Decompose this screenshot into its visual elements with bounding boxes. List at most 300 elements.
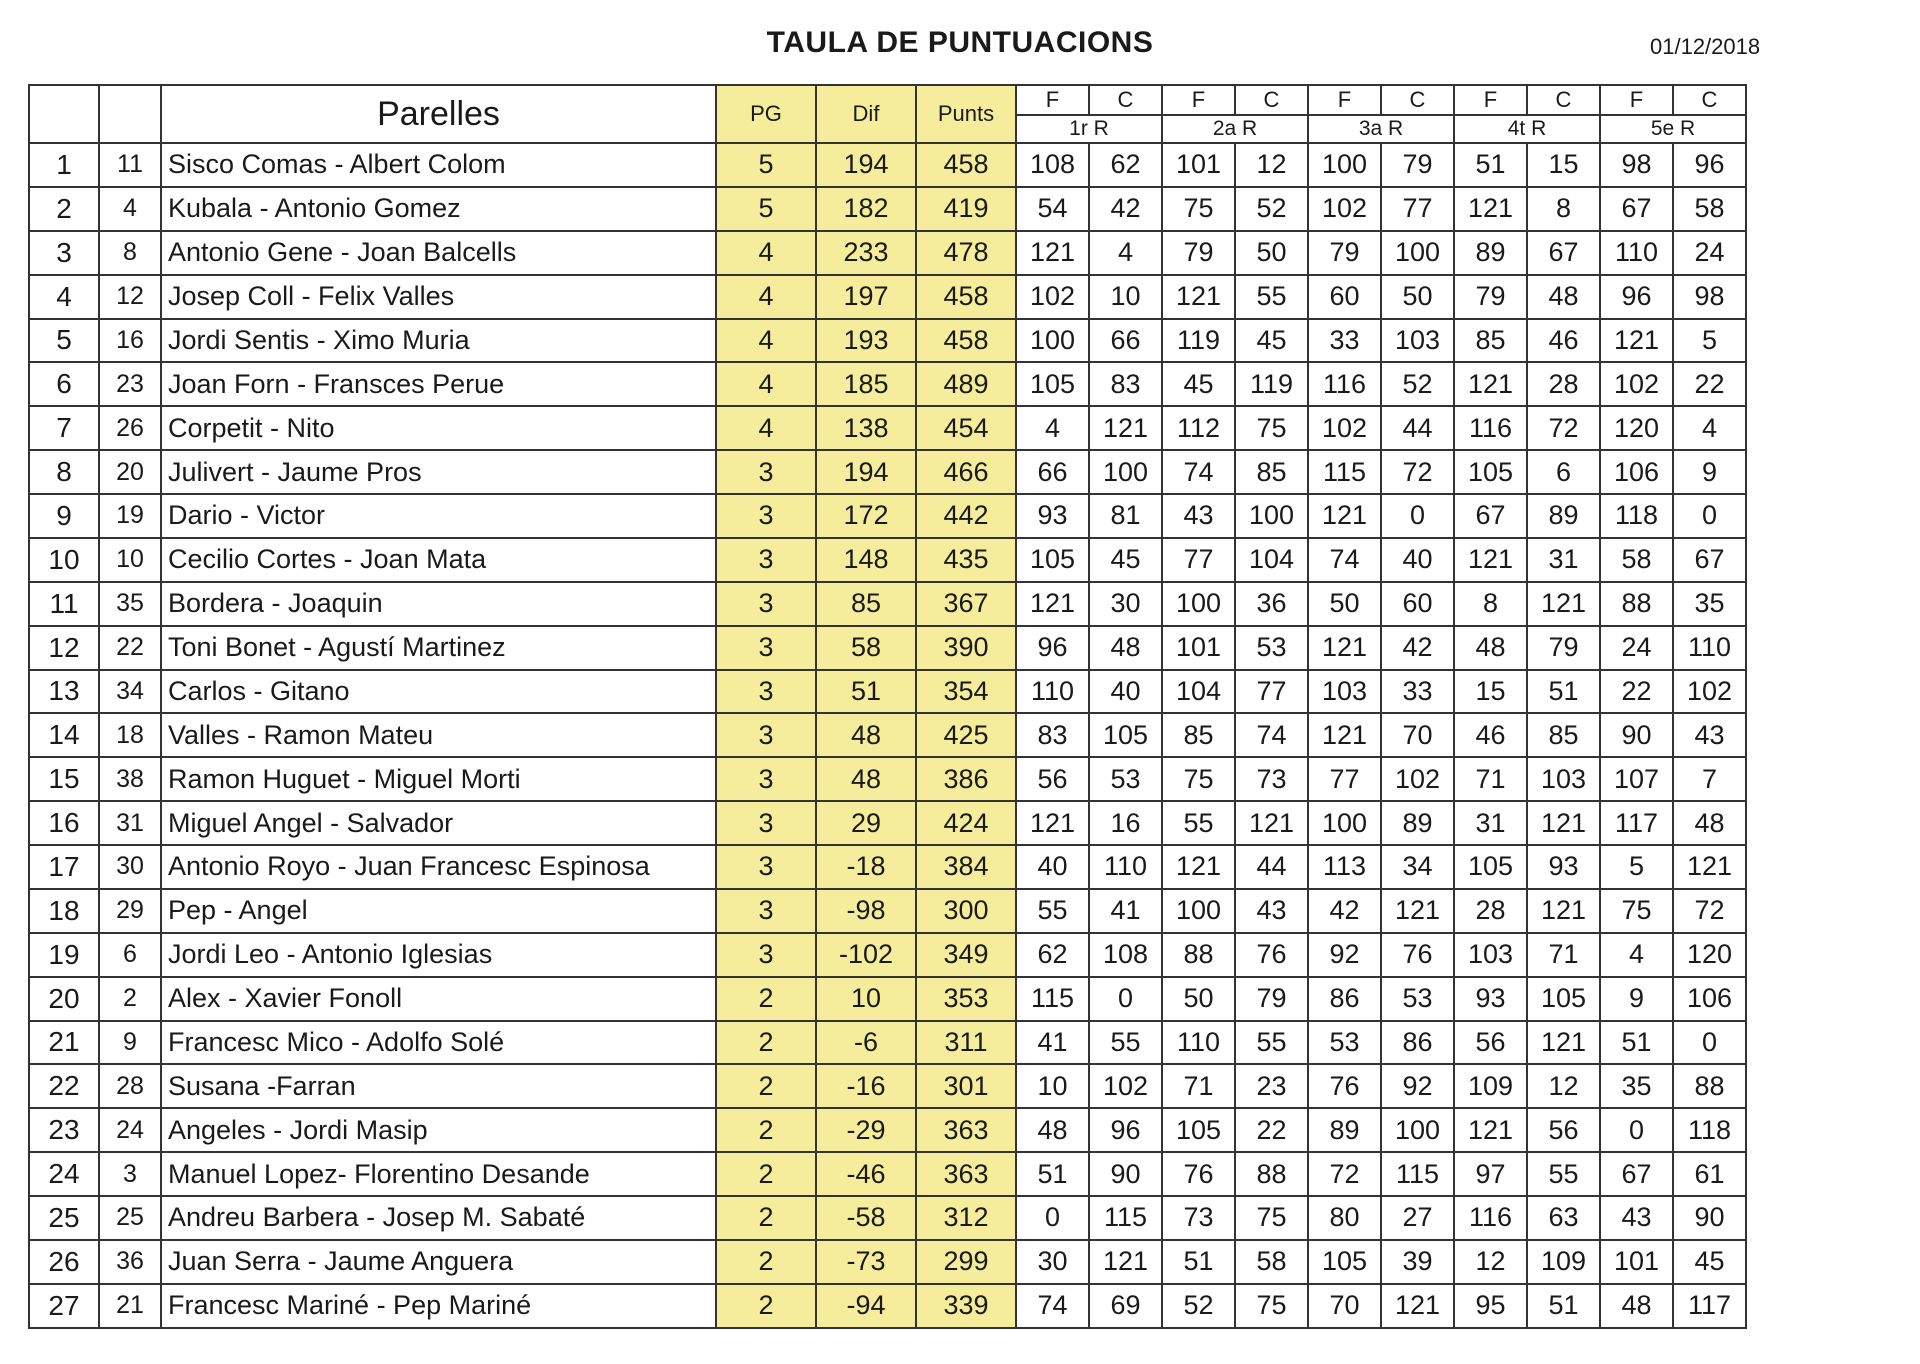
- row-pair-number: 19: [99, 494, 161, 538]
- row-round-5-c: 5: [1673, 319, 1746, 363]
- row-round-4-c: 51: [1527, 1284, 1600, 1328]
- row-pg: 3: [716, 801, 816, 845]
- row-round-3-f: 42: [1308, 889, 1381, 933]
- header-round-1-f: F: [1016, 85, 1089, 115]
- row-round-3-c: 86: [1381, 1021, 1454, 1065]
- row-pair-name: Julivert - Jaume Pros: [161, 450, 716, 494]
- row-round-3-f: 115: [1308, 450, 1381, 494]
- table-row: [29, 362, 1746, 406]
- row-pair-number: 9: [99, 1021, 161, 1065]
- row-pair-name: Pep - Angel: [161, 889, 716, 933]
- row-round-3-f: 92: [1308, 933, 1381, 977]
- row-round-2-f: 73: [1162, 1196, 1235, 1240]
- row-round-5-f: 120: [1600, 406, 1673, 450]
- row-round-2-c: 119: [1235, 362, 1308, 406]
- row-round-1-f: 56: [1016, 757, 1089, 801]
- row-round-5-c: 121: [1673, 845, 1746, 889]
- row-round-5-c: 98: [1673, 275, 1746, 319]
- table-row: [29, 1021, 1746, 1065]
- row-punts: 466: [916, 450, 1016, 494]
- row-position: 10: [29, 538, 99, 582]
- row-round-1-c: 66: [1089, 319, 1162, 363]
- row-round-2-c: 12: [1235, 143, 1308, 187]
- row-round-4-f: 105: [1454, 450, 1527, 494]
- row-round-2-f: 101: [1162, 626, 1235, 670]
- row-pair-number: 35: [99, 582, 161, 626]
- row-round-4-c: 67: [1527, 231, 1600, 275]
- row-position: 6: [29, 362, 99, 406]
- row-round-3-c: 79: [1381, 143, 1454, 187]
- row-round-3-c: 72: [1381, 450, 1454, 494]
- row-position: 9: [29, 494, 99, 538]
- row-pair-number: 16: [99, 319, 161, 363]
- row-round-3-f: 53: [1308, 1021, 1381, 1065]
- row-punts: 363: [916, 1152, 1016, 1196]
- row-pg: 2: [716, 1021, 816, 1065]
- row-round-3-c: 121: [1381, 889, 1454, 933]
- row-pair-name: Dario - Victor: [161, 494, 716, 538]
- row-round-1-f: 105: [1016, 362, 1089, 406]
- row-round-3-f: 103: [1308, 670, 1381, 714]
- row-position: 23: [29, 1108, 99, 1152]
- row-pair-number: 23: [99, 362, 161, 406]
- row-round-1-f: 121: [1016, 231, 1089, 275]
- row-round-4-c: 12: [1527, 1064, 1600, 1108]
- row-round-3-f: 76: [1308, 1064, 1381, 1108]
- row-punts: 458: [916, 143, 1016, 187]
- row-round-5-f: 121: [1600, 319, 1673, 363]
- row-pair-name: Angeles - Jordi Masip: [161, 1108, 716, 1152]
- row-pair-number: 11: [99, 143, 161, 187]
- row-round-1-f: 121: [1016, 582, 1089, 626]
- row-pg: 3: [716, 582, 816, 626]
- row-position: 24: [29, 1152, 99, 1196]
- row-punts: 349: [916, 933, 1016, 977]
- row-pair-number: 20: [99, 450, 161, 494]
- row-round-5-c: 117: [1673, 1284, 1746, 1328]
- row-pg: 4: [716, 362, 816, 406]
- row-pair-name: Jordi Leo - Antonio Iglesias: [161, 933, 716, 977]
- row-punts: 299: [916, 1240, 1016, 1284]
- row-position: 1: [29, 143, 99, 187]
- row-round-2-c: 43: [1235, 889, 1308, 933]
- table-row: [29, 801, 1746, 845]
- row-pg: 3: [716, 626, 816, 670]
- row-round-1-c: 45: [1089, 538, 1162, 582]
- row-pg: 3: [716, 713, 816, 757]
- row-position: 8: [29, 450, 99, 494]
- row-round-1-c: 102: [1089, 1064, 1162, 1108]
- row-dif: -102: [816, 933, 916, 977]
- row-pair-name: Manuel Lopez- Florentino Desande: [161, 1152, 716, 1196]
- row-round-3-c: 121: [1381, 1284, 1454, 1328]
- row-round-1-c: 100: [1089, 450, 1162, 494]
- row-pair-number: 12: [99, 275, 161, 319]
- row-pg: 2: [716, 1196, 816, 1240]
- row-punts: 301: [916, 1064, 1016, 1108]
- row-position: 12: [29, 626, 99, 670]
- row-punts: 424: [916, 801, 1016, 845]
- row-round-1-c: 0: [1089, 977, 1162, 1021]
- table-row: [29, 1240, 1746, 1284]
- row-round-1-f: 83: [1016, 713, 1089, 757]
- row-position: 14: [29, 713, 99, 757]
- row-round-4-c: 55: [1527, 1152, 1600, 1196]
- row-round-5-f: 35: [1600, 1064, 1673, 1108]
- row-pair-number: 3: [99, 1152, 161, 1196]
- table-row: [29, 1284, 1746, 1328]
- row-pair-number: 25: [99, 1196, 161, 1240]
- row-round-1-f: 121: [1016, 801, 1089, 845]
- row-round-3-c: 77: [1381, 187, 1454, 231]
- row-round-5-c: 45: [1673, 1240, 1746, 1284]
- row-pair-name: Josep Coll - Felix Valles: [161, 275, 716, 319]
- row-round-5-f: 102: [1600, 362, 1673, 406]
- row-punts: 312: [916, 1196, 1016, 1240]
- row-punts: 489: [916, 362, 1016, 406]
- row-punts: 300: [916, 889, 1016, 933]
- row-round-2-f: 71: [1162, 1064, 1235, 1108]
- row-position: 7: [29, 406, 99, 450]
- row-round-1-f: 30: [1016, 1240, 1089, 1284]
- row-round-2-f: 52: [1162, 1284, 1235, 1328]
- row-round-1-f: 96: [1016, 626, 1089, 670]
- row-round-3-f: 86: [1308, 977, 1381, 1021]
- row-pair-number: 18: [99, 713, 161, 757]
- header-position: [29, 85, 99, 143]
- row-pair-number: 21: [99, 1284, 161, 1328]
- row-round-5-f: 51: [1600, 1021, 1673, 1065]
- row-dif: 185: [816, 362, 916, 406]
- row-round-2-f: 75: [1162, 187, 1235, 231]
- row-round-2-c: 58: [1235, 1240, 1308, 1284]
- row-round-4-f: 12: [1454, 1240, 1527, 1284]
- header-round-4-f: F: [1454, 85, 1527, 115]
- row-round-4-f: 56: [1454, 1021, 1527, 1065]
- row-round-3-f: 80: [1308, 1196, 1381, 1240]
- row-dif: 138: [816, 406, 916, 450]
- score-table: [28, 84, 1747, 1329]
- row-round-4-c: 109: [1527, 1240, 1600, 1284]
- row-position: 21: [29, 1021, 99, 1065]
- header-round-3-f: F: [1308, 85, 1381, 115]
- row-pair-name: Juan Serra - Jaume Anguera: [161, 1240, 716, 1284]
- row-round-3-f: 121: [1308, 713, 1381, 757]
- row-round-1-c: 81: [1089, 494, 1162, 538]
- row-round-3-c: 0: [1381, 494, 1454, 538]
- row-position: 11: [29, 582, 99, 626]
- row-round-5-f: 88: [1600, 582, 1673, 626]
- row-round-5-c: 88: [1673, 1064, 1746, 1108]
- table-row: [29, 494, 1746, 538]
- row-pair-number: 31: [99, 801, 161, 845]
- row-pg: 2: [716, 1284, 816, 1328]
- row-round-3-f: 72: [1308, 1152, 1381, 1196]
- table-row: [29, 187, 1746, 231]
- row-round-4-c: 121: [1527, 1021, 1600, 1065]
- row-round-5-f: 67: [1600, 187, 1673, 231]
- page-title: TAULA DE PUNTUACIONS: [766, 26, 1154, 59]
- header-round-2: 2a R: [1162, 115, 1308, 143]
- row-round-3-c: 70: [1381, 713, 1454, 757]
- row-round-5-f: 48: [1600, 1284, 1673, 1328]
- row-pg: 3: [716, 450, 816, 494]
- table-row: [29, 1152, 1746, 1196]
- row-round-3-c: 115: [1381, 1152, 1454, 1196]
- row-round-5-f: 101: [1600, 1240, 1673, 1284]
- row-round-2-c: 100: [1235, 494, 1308, 538]
- row-pair-number: 36: [99, 1240, 161, 1284]
- row-round-1-f: 55: [1016, 889, 1089, 933]
- row-punts: 458: [916, 275, 1016, 319]
- row-punts: 386: [916, 757, 1016, 801]
- header-number: [99, 85, 161, 143]
- row-pg: 3: [716, 889, 816, 933]
- header-round-3-c: C: [1381, 85, 1454, 115]
- row-pair-name: Antonio Gene - Joan Balcells: [161, 231, 716, 275]
- row-dif: -98: [816, 889, 916, 933]
- row-round-2-f: 50: [1162, 977, 1235, 1021]
- row-dif: 194: [816, 143, 916, 187]
- row-round-3-f: 116: [1308, 362, 1381, 406]
- row-round-5-c: 9: [1673, 450, 1746, 494]
- row-position: 27: [29, 1284, 99, 1328]
- row-round-1-c: 121: [1089, 406, 1162, 450]
- row-round-5-c: 35: [1673, 582, 1746, 626]
- row-round-1-c: 30: [1089, 582, 1162, 626]
- row-round-3-c: 34: [1381, 845, 1454, 889]
- row-dif: -6: [816, 1021, 916, 1065]
- row-round-1-c: 41: [1089, 889, 1162, 933]
- row-round-1-f: 54: [1016, 187, 1089, 231]
- row-round-5-f: 0: [1600, 1108, 1673, 1152]
- row-round-2-f: 88: [1162, 933, 1235, 977]
- row-round-5-c: 43: [1673, 713, 1746, 757]
- row-pair-number: 30: [99, 845, 161, 889]
- row-round-1-f: 4: [1016, 406, 1089, 450]
- row-dif: -18: [816, 845, 916, 889]
- table-row: [29, 626, 1746, 670]
- row-round-5-f: 118: [1600, 494, 1673, 538]
- row-position: 15: [29, 757, 99, 801]
- row-round-5-c: 67: [1673, 538, 1746, 582]
- row-round-1-c: 96: [1089, 1108, 1162, 1152]
- row-pg: 3: [716, 494, 816, 538]
- row-round-2-c: 22: [1235, 1108, 1308, 1152]
- row-round-2-c: 45: [1235, 319, 1308, 363]
- row-round-2-f: 110: [1162, 1021, 1235, 1065]
- row-dif: 182: [816, 187, 916, 231]
- row-pg: 3: [716, 845, 816, 889]
- row-round-3-f: 33: [1308, 319, 1381, 363]
- row-round-2-f: 119: [1162, 319, 1235, 363]
- row-round-3-c: 50: [1381, 275, 1454, 319]
- row-round-1-f: 10: [1016, 1064, 1089, 1108]
- row-pair-name: Antonio Royo - Juan Francesc Espinosa: [161, 845, 716, 889]
- row-round-1-f: 0: [1016, 1196, 1089, 1240]
- row-punts: 311: [916, 1021, 1016, 1065]
- row-dif: 29: [816, 801, 916, 845]
- row-round-5-f: 106: [1600, 450, 1673, 494]
- row-round-2-f: 85: [1162, 713, 1235, 757]
- row-round-3-c: 42: [1381, 626, 1454, 670]
- row-round-2-f: 55: [1162, 801, 1235, 845]
- row-round-5-f: 96: [1600, 275, 1673, 319]
- row-round-5-f: 107: [1600, 757, 1673, 801]
- row-position: 16: [29, 801, 99, 845]
- row-round-3-f: 50: [1308, 582, 1381, 626]
- row-position: 25: [29, 1196, 99, 1240]
- row-round-2-c: 75: [1235, 1196, 1308, 1240]
- row-round-5-c: 48: [1673, 801, 1746, 845]
- row-punts: 442: [916, 494, 1016, 538]
- row-round-2-c: 75: [1235, 1284, 1308, 1328]
- row-pair-name: Jordi Sentis - Ximo Muria: [161, 319, 716, 363]
- row-round-1-f: 110: [1016, 670, 1089, 714]
- row-round-5-c: 72: [1673, 889, 1746, 933]
- row-round-4-c: 103: [1527, 757, 1600, 801]
- row-dif: 85: [816, 582, 916, 626]
- row-round-3-c: 44: [1381, 406, 1454, 450]
- row-round-2-f: 112: [1162, 406, 1235, 450]
- row-round-4-f: 15: [1454, 670, 1527, 714]
- row-round-4-c: 31: [1527, 538, 1600, 582]
- row-dif: 193: [816, 319, 916, 363]
- row-pair-name: Cecilio Cortes - Joan Mata: [161, 538, 716, 582]
- row-round-5-f: 9: [1600, 977, 1673, 1021]
- row-round-4-f: 121: [1454, 538, 1527, 582]
- row-round-5-f: 24: [1600, 626, 1673, 670]
- row-round-1-c: 83: [1089, 362, 1162, 406]
- table-row: [29, 670, 1746, 714]
- row-round-2-f: 105: [1162, 1108, 1235, 1152]
- row-round-5-f: 4: [1600, 933, 1673, 977]
- row-dif: 51: [816, 670, 916, 714]
- row-pair-number: 38: [99, 757, 161, 801]
- header-punts: Punts: [916, 85, 1016, 143]
- row-round-3-c: 76: [1381, 933, 1454, 977]
- row-round-3-f: 100: [1308, 143, 1381, 187]
- row-position: 4: [29, 275, 99, 319]
- table-row: [29, 757, 1746, 801]
- row-position: 18: [29, 889, 99, 933]
- row-dif: 148: [816, 538, 916, 582]
- row-punts: 367: [916, 582, 1016, 626]
- row-pair-number: 8: [99, 231, 161, 275]
- row-punts: 363: [916, 1108, 1016, 1152]
- row-round-4-f: 48: [1454, 626, 1527, 670]
- row-pg: 2: [716, 1108, 816, 1152]
- row-round-5-c: 4: [1673, 406, 1746, 450]
- row-round-3-f: 60: [1308, 275, 1381, 319]
- row-round-5-f: 90: [1600, 713, 1673, 757]
- row-round-4-c: 51: [1527, 670, 1600, 714]
- row-position: 17: [29, 845, 99, 889]
- row-pair-name: Joan Forn - Fransces Perue: [161, 362, 716, 406]
- table-row: [29, 231, 1746, 275]
- table-row: [29, 450, 1746, 494]
- row-round-2-c: 85: [1235, 450, 1308, 494]
- row-round-5-c: 61: [1673, 1152, 1746, 1196]
- page-date: 01/12/2018: [1650, 34, 1761, 59]
- row-round-3-c: 89: [1381, 801, 1454, 845]
- row-round-2-f: 51: [1162, 1240, 1235, 1284]
- row-pair-name: Toni Bonet - Agustí Martinez: [161, 626, 716, 670]
- header-round-4: 4t R: [1454, 115, 1600, 143]
- row-round-5-f: 22: [1600, 670, 1673, 714]
- row-round-3-f: 105: [1308, 1240, 1381, 1284]
- row-round-5-c: 7: [1673, 757, 1746, 801]
- row-round-1-f: 41: [1016, 1021, 1089, 1065]
- row-punts: 384: [916, 845, 1016, 889]
- row-pg: 5: [716, 187, 816, 231]
- row-round-4-c: 56: [1527, 1108, 1600, 1152]
- row-pg: 2: [716, 1240, 816, 1284]
- row-round-4-f: 89: [1454, 231, 1527, 275]
- header-round-3: 3a R: [1308, 115, 1454, 143]
- row-round-2-c: 121: [1235, 801, 1308, 845]
- row-round-4-c: 121: [1527, 801, 1600, 845]
- row-punts: 458: [916, 319, 1016, 363]
- row-round-1-f: 93: [1016, 494, 1089, 538]
- row-pg: 2: [716, 1064, 816, 1108]
- table-row: [29, 933, 1746, 977]
- row-round-2-f: 43: [1162, 494, 1235, 538]
- row-round-2-c: 88: [1235, 1152, 1308, 1196]
- table-row: [29, 977, 1746, 1021]
- row-round-3-c: 92: [1381, 1064, 1454, 1108]
- row-round-3-c: 103: [1381, 319, 1454, 363]
- row-round-3-c: 100: [1381, 1108, 1454, 1152]
- row-round-3-c: 52: [1381, 362, 1454, 406]
- row-pg: 4: [716, 231, 816, 275]
- row-pg: 4: [716, 406, 816, 450]
- row-dif: 172: [816, 494, 916, 538]
- row-round-3-c: 53: [1381, 977, 1454, 1021]
- table-row: [29, 1064, 1746, 1108]
- row-pg: 3: [716, 757, 816, 801]
- table-row: [29, 538, 1746, 582]
- row-position: 20: [29, 977, 99, 1021]
- row-dif: 48: [816, 713, 916, 757]
- table-row: [29, 406, 1746, 450]
- row-pair-name: Alex - Xavier Fonoll: [161, 977, 716, 1021]
- row-round-3-f: 102: [1308, 406, 1381, 450]
- row-round-1-c: 115: [1089, 1196, 1162, 1240]
- row-punts: 339: [916, 1284, 1016, 1328]
- row-round-2-c: 44: [1235, 845, 1308, 889]
- row-dif: 58: [816, 626, 916, 670]
- row-round-5-c: 0: [1673, 1021, 1746, 1065]
- row-round-4-f: 46: [1454, 713, 1527, 757]
- row-round-5-c: 22: [1673, 362, 1746, 406]
- row-round-4-f: 105: [1454, 845, 1527, 889]
- row-pg: 4: [716, 319, 816, 363]
- table-row: [29, 713, 1746, 757]
- row-round-5-f: 67: [1600, 1152, 1673, 1196]
- row-round-5-c: 58: [1673, 187, 1746, 231]
- row-round-4-f: 95: [1454, 1284, 1527, 1328]
- row-pair-number: 10: [99, 538, 161, 582]
- row-punts: 425: [916, 713, 1016, 757]
- row-round-1-f: 100: [1016, 319, 1089, 363]
- row-pair-number: 22: [99, 626, 161, 670]
- row-round-2-c: 23: [1235, 1064, 1308, 1108]
- row-pair-number: 24: [99, 1108, 161, 1152]
- row-round-2-c: 79: [1235, 977, 1308, 1021]
- row-round-4-c: 93: [1527, 845, 1600, 889]
- row-round-2-f: 77: [1162, 538, 1235, 582]
